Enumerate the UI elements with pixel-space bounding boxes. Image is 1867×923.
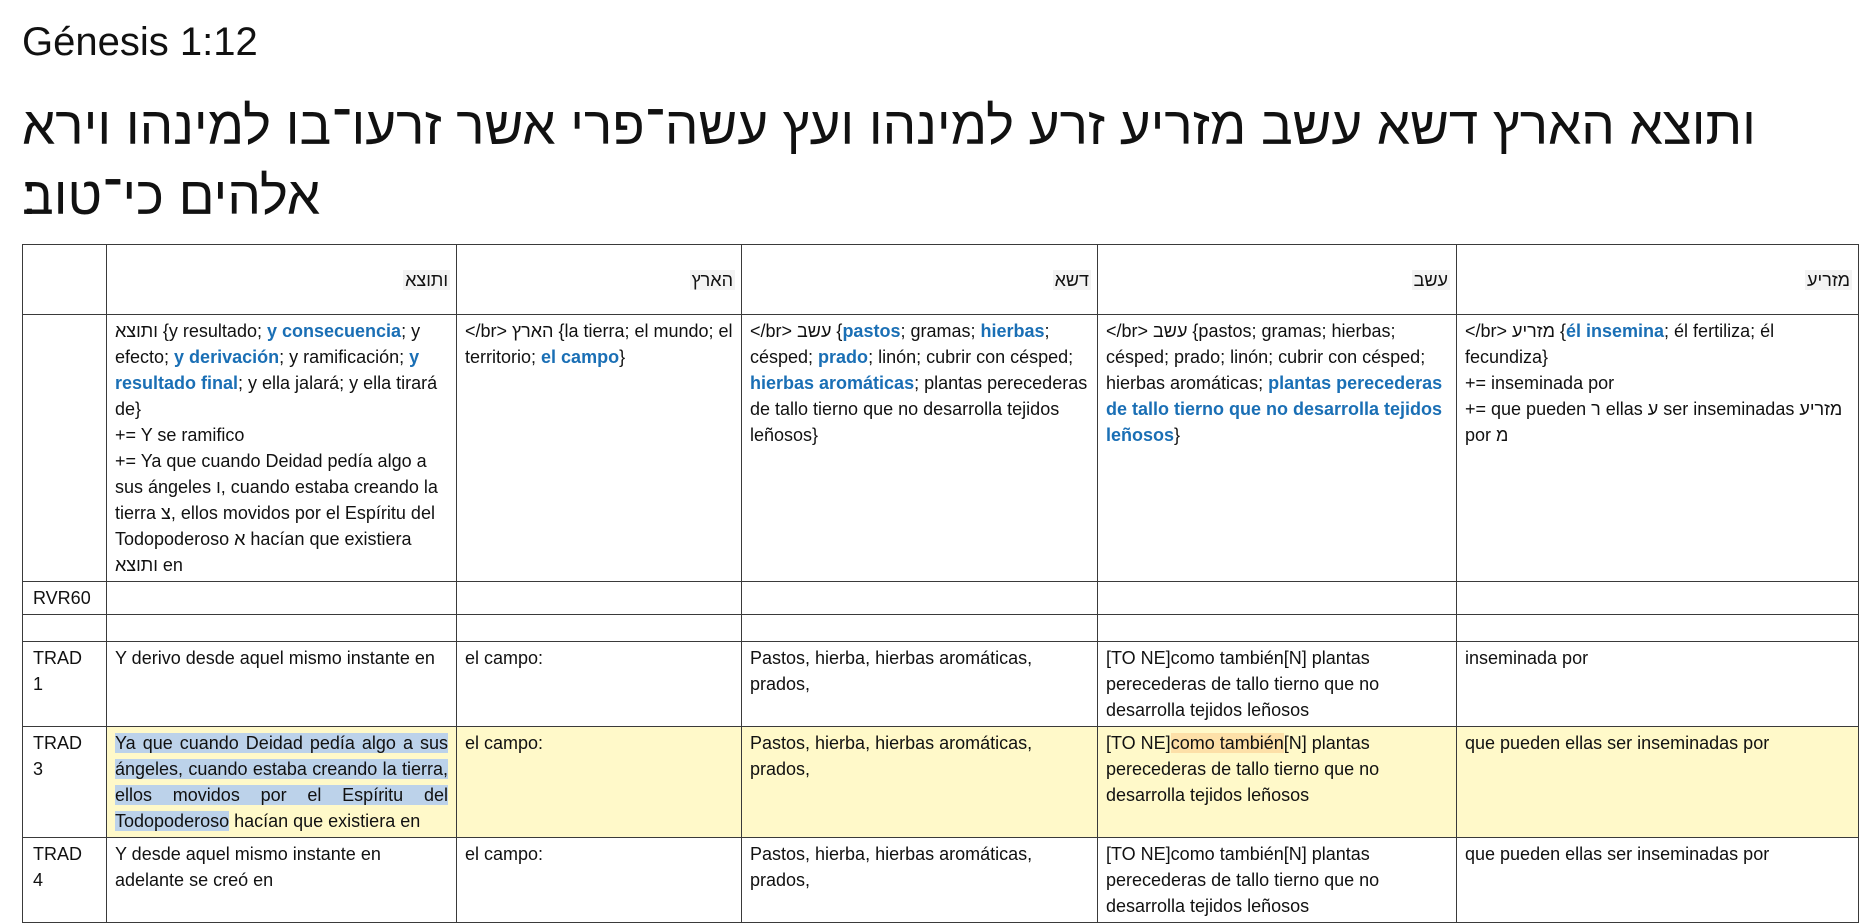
empty-row — [23, 615, 1859, 642]
trad-cell: el campo: — [457, 642, 742, 727]
hebrew-word-4: עשב — [1098, 245, 1457, 315]
lexicon-cell-5: </br> מזריע {él insemina; él fertiliza; él fecundiza} += inseminada por += que pueden ר ellas ע ser inseminadas מזריע por מ — [1457, 315, 1859, 582]
lexicon-cell-1: ותוצא {y resultado; y consecuencia; y efecto; y derivación; y ramificación; y resultado final; y ella jalará; y ella tirará de} += Y se ramifico += Ya que cuando Deidad pedía algo a sus ángeles ו, cuando estaba creando la tierra צ, ellos movidos por el Espíritu del Todopoderoso א hacían que existiera ותוצא en — [107, 315, 457, 582]
lexicon-cell-2: </br> הארץ {la tierra; el mundo; el territorio; el campo} — [457, 315, 742, 582]
trad4-row — [23, 838, 1859, 923]
trad3-row — [23, 727, 1859, 838]
trad-cell: que pueden ellas ser inseminadas por — [1457, 727, 1859, 838]
row-label: TRAD 4 — [23, 838, 107, 923]
lexicon-cell-3: </br> עשב {pastos; gramas; hierbas; césped; prado; linón; cubrir con césped; hierbas aromáticas; plantas perecederas de tallo tierno que no desarrolla tejidos leñosos} — [742, 315, 1098, 582]
trad-cell: el campo: — [457, 838, 742, 923]
empty-cell — [23, 245, 107, 315]
trad-cell: inseminada por — [1457, 642, 1859, 727]
hebrew-verse: ותוצא הארץ דשא עשב מזריע זרע למינהו ועץ עשה־פרי אשר זרעו־בו למינהו וירא אלהים כי־טוב׃ — [22, 97, 1756, 226]
row-label: RVR60 — [23, 582, 107, 615]
rvr60-row — [23, 582, 1859, 615]
trad-cell: el campo: — [457, 727, 742, 838]
empty-cell — [23, 315, 107, 582]
selected-text[interactable]: Ya que cuando Deidad pedía algo a sus ángeles, cuando estaba creando la tierra, ellos movidos por el Espíritu del Todopoderoso — [115, 733, 448, 831]
trad-cell: Y desde aquel mismo instante en adelante se creó en — [107, 838, 457, 923]
lexicon-row — [23, 315, 1859, 582]
trad-cell: Pastos, hierba, hierbas aromáticas, prados, — [742, 642, 1098, 727]
trad-cell: [TO NE]como también[N] plantas perecederas de tallo tierno que no desarrolla tejidos leñosos — [1098, 642, 1457, 727]
hebrew-word-2: הארץ — [457, 245, 742, 315]
hebrew-word-row — [23, 245, 1859, 315]
row-label: TRAD 3 — [23, 727, 107, 838]
hebrew-word-5: מזריע — [1457, 245, 1859, 315]
highlighted-text: como también — [1170, 733, 1284, 753]
interlinear-table — [22, 244, 1859, 923]
trad-cell: que pueden ellas ser inseminadas por — [1457, 838, 1859, 923]
hebrew-word-3: דשא — [742, 245, 1098, 315]
page-title: Génesis 1:12 — [22, 20, 258, 64]
trad1-row — [23, 642, 1859, 727]
hebrew-word-1: ותוצא — [107, 245, 457, 315]
lexicon-cell-4: </br> עשב {pastos; gramas; hierbas; césped; prado; linón; cubrir con césped; hierbas aromáticas; plantas perecederas de tallo tierno que no desarrolla tejidos leñosos} — [1098, 315, 1457, 582]
trad-cell[interactable]: Ya que cuando Deidad pedía algo a sus ángeles, cuando estaba creando la tierra, ellos movidos por el Espíritu del Todopoderoso hacían que existiera en — [107, 727, 457, 838]
trad-cell: Pastos, hierba, hierbas aromáticas, prados, — [742, 727, 1098, 838]
row-label: TRAD 1 — [23, 642, 107, 727]
trad-cell: [TO NE]como también[N] plantas perecederas de tallo tierno que no desarrolla tejidos leñosos — [1098, 838, 1457, 923]
trad-cell: Pastos, hierba, hierbas aromáticas, prados, — [742, 838, 1098, 923]
trad-cell: Y derivo desde aquel mismo instante en — [107, 642, 457, 727]
trad-cell: [TO NE]como también[N] plantas perecederas de tallo tierno que no desarrolla tejidos leñosos — [1098, 727, 1457, 838]
